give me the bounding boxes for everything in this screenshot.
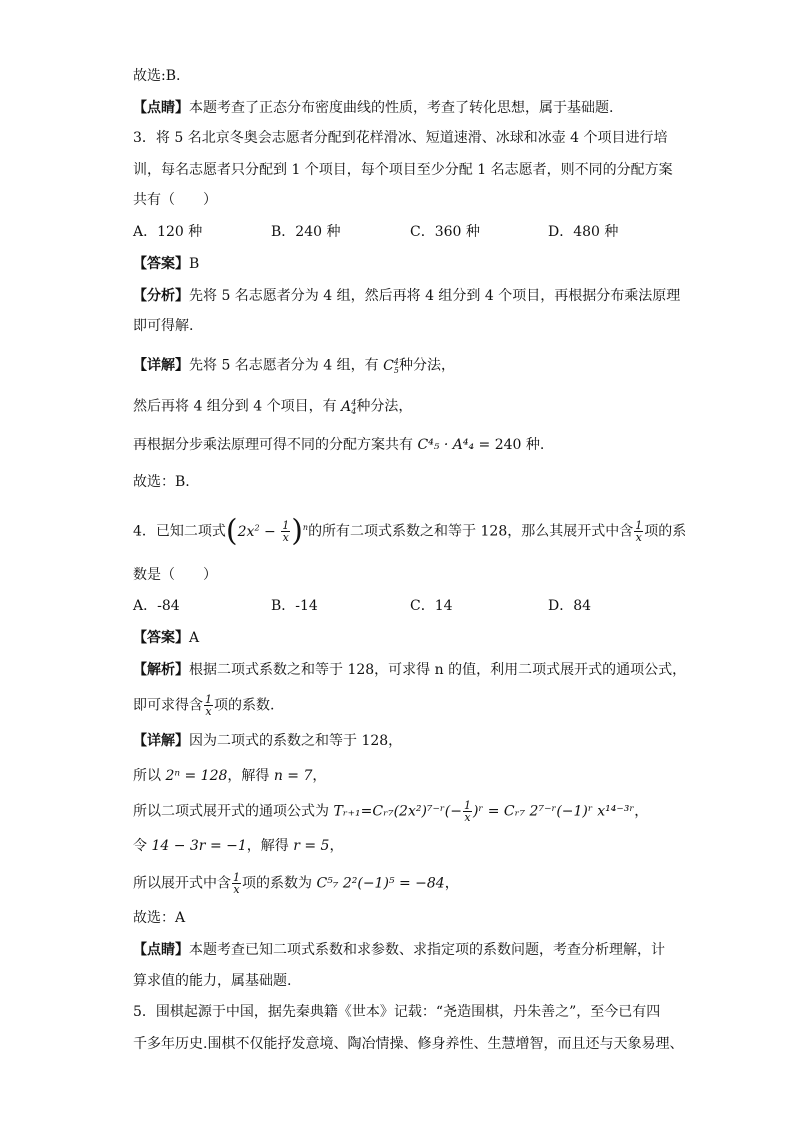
tip-line: 算求值的能力，属基础题. [133,973,292,989]
q4-option-c: C．14 [410,598,453,614]
answer-text: B [189,256,200,272]
question-5-line: 千多年历史.围棋不仅能抒发意境、陶冶情操、修身养性、生慧增智，而且还与天象易理、 [133,1036,684,1052]
formula: C⁵₇ 2²(−1)⁵ = −84 [316,875,445,892]
formula: )ʳ = Cᵣ₇ 2⁷⁻ʳ(−1)ʳ x¹⁴⁻³ʳ [472,803,635,820]
q3-option-a: A．120 种 [133,224,203,240]
detail-tag: 【详解】 [133,357,189,374]
detail-text: ， [312,768,327,784]
detail-text: 所以 [133,768,166,784]
analysis-tag: 【解析】 [133,662,189,678]
q4-option-b: B．-14 [271,598,318,614]
answer-line [133,628,199,648]
analysis-text: 根据二项式系数之和等于 128，可求得 n 的值，利用二项式展开式的通项公式， [189,662,687,678]
analysis-line [133,694,274,717]
formula: n = 7 [273,768,313,784]
formula-paren: ) [291,513,303,549]
question-text: 的所有二项式系数之和等于 128，那么其展开式中含 [308,523,634,540]
formula: 14 − 3r = −1 [151,838,247,854]
detail-text: ， [634,803,649,820]
analysis-text: 先将 5 名志愿者分为 4 组，然后再将 4 组分到 4 个项目，再根据分布乘法原理 [189,288,681,304]
analysis-line: 即可得解. [133,318,194,334]
q4-option-d: D．84 [548,598,592,614]
q3-option-b: B．240 种 [271,224,341,240]
analysis-text: 即可求得含 [133,697,203,714]
formula: $C^4_5$ [383,357,399,376]
answer-line [133,254,199,274]
analysis-line [133,660,686,680]
text-line: 故选：A [133,910,186,926]
question-text: 4．已知二项式 [133,523,226,540]
q3-option-c: C．360 种 [410,224,480,240]
detail-text: = 240 种. [474,437,545,453]
tip-tag: 【点睛】 [133,942,189,958]
detail-line [133,352,455,381]
detail-tag: 【详解】 [133,733,189,749]
tip-text: 本题考查了正态分布密度曲线的性质，考查了转化思想，属于基础题. [189,100,614,116]
q3-option-d: D．480 种 [548,224,619,240]
detail-line [133,800,648,823]
detail-text: ， [444,875,459,892]
formula-fraction: $\frac{1}{x}$ [635,519,643,545]
text-line [133,98,613,118]
question-3-line: 训，每名志愿者只分配到 1 个项目，每个项目至少分配 1 名志愿者，则不同的分配方案 [133,162,673,178]
detail-text: 令 [133,838,152,854]
detail-line [133,731,402,751]
tip-line [133,940,665,960]
formula: $2x^2$ − [237,523,281,540]
formula: $A^4_4$ [341,398,357,417]
question-4-line: 4．已知二项式($2x^2$ − $\frac{1}{x}$ )$^n$的所有二项式系数之和等于 128，那么其展开式中含 $\frac{1}{x}$ 项的系 [133,513,687,549]
formula: Tᵣ₊₁=Cᵣ₇(2x²)⁷⁻ʳ(− [333,803,462,820]
formula-fraction: $\frac{1}{x}$ [463,799,471,824]
question-4-line: 数是（ ） [133,567,217,583]
detail-text: 因为二项式的系数之和等于 128， [189,733,403,749]
formula-fraction: $\frac{1}{x}$ [205,693,212,718]
tip-tag: 【点睛】 [133,100,189,116]
detail-text: 种分法， [398,357,455,374]
question-5-line: 5．围棋起源于中国，据先秦典籍《世本》记载：“尧造围棋，丹朱善之”，至今已有四 [133,1004,661,1020]
analysis-tag: 【分析】 [133,288,189,304]
detail-text: 先将 5 名志愿者分为 4 组，有 [189,357,384,374]
analysis-line [133,286,680,306]
answer-text: A [189,630,200,646]
answer-tag: 【答案】 [133,630,189,646]
analysis-text: 项的系数. [214,697,275,714]
detail-line [133,872,459,895]
question-3-line: 3．将 5 名北京冬奥会志愿者分配到花样滑冰、短道速滑、冰球和冰壶 4 个项目进行培 [133,130,668,146]
formula: r = 5 [293,838,330,854]
detail-line [133,836,343,856]
detail-text: 所以展开式中含 [133,875,231,892]
detail-line [133,393,412,422]
formula: C⁴₅ · A⁴₄ [417,437,475,453]
detail-text: 项的系数为 [242,875,317,892]
formula: 2ⁿ = 128 [165,768,228,784]
text-line: 故选:B. [133,68,181,84]
detail-text: ，解得 [246,838,294,854]
answer-tag: 【答案】 [133,256,189,272]
text-line: 故选：B. [133,474,190,490]
detail-text: ， [329,838,344,854]
tip-text: 本题考查已知二项式系数和求参数、求指定项的系数问题，考查分析理解，计 [189,942,665,958]
detail-text: 然后再将 4 组分到 4 个项目，有 [133,398,342,415]
formula-paren: ( [225,513,238,549]
formula-fraction: $\frac{1}{x}$ [233,871,240,896]
detail-text: 种分法， [356,398,413,415]
question-3-line: 共有（ ） [133,192,217,208]
detail-line [133,435,544,455]
detail-text: ，解得 [227,768,274,784]
question-text: 项的系 [644,523,687,540]
detail-text: 再根据分步乘法原理可得不同的分配方案共有 [133,437,418,453]
detail-line [133,766,326,786]
formula-fraction: $\frac{1}{x}$ [282,519,290,545]
detail-text: 所以二项式展开式的通项公式为 [133,803,334,820]
q4-option-a: A．-84 [133,598,180,614]
